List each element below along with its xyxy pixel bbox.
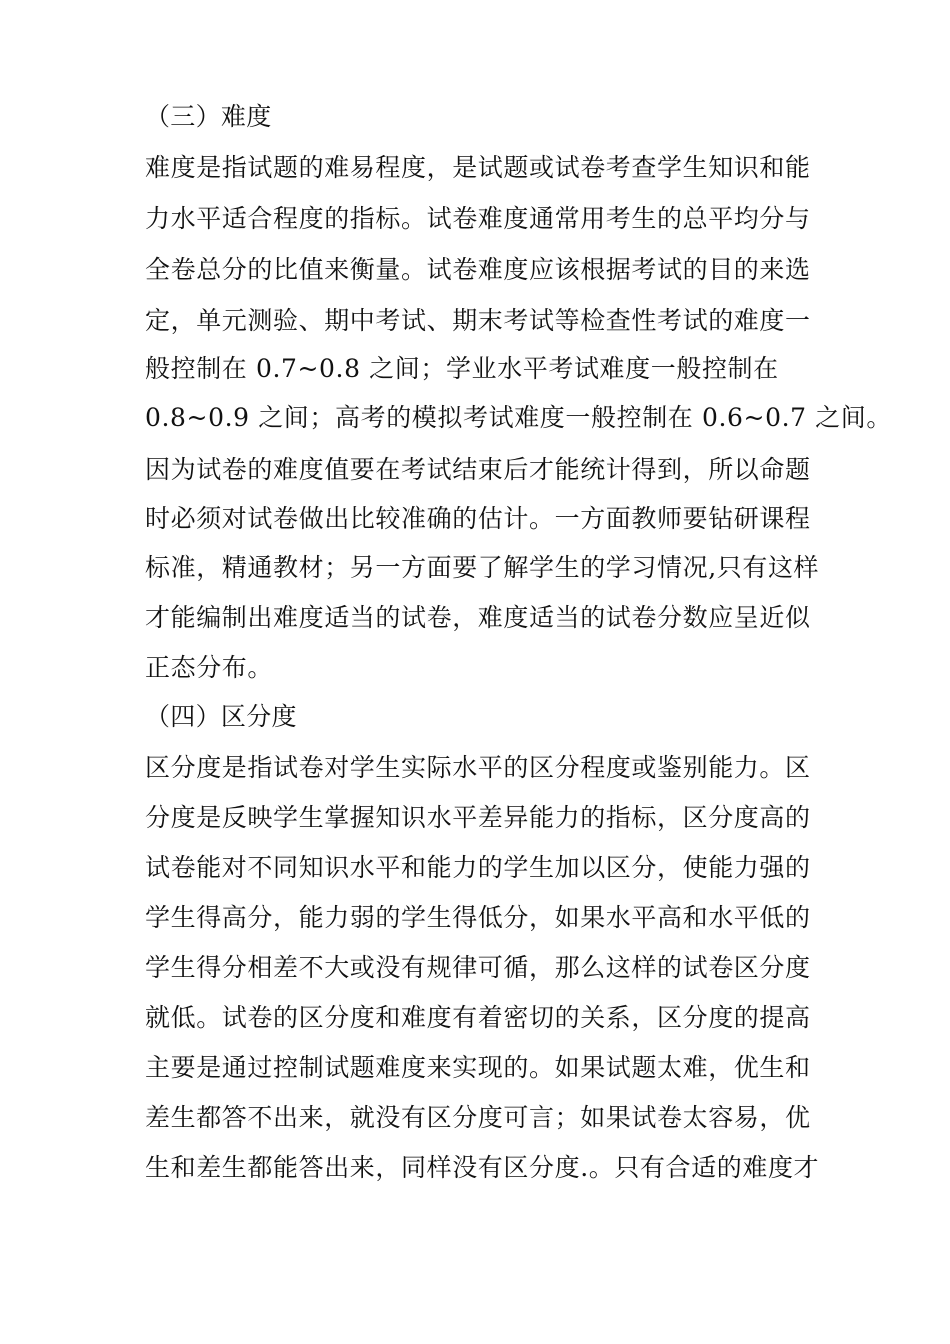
paragraph-line: 生和差生都能答出来，同样没有区分度.。只有合适的难度才 bbox=[145, 1153, 820, 1182]
section-heading-difficulty: （三）难度 bbox=[145, 102, 272, 131]
paragraph-line: 定，单元测验、期中考试、期末考试等检查性考试的难度一 bbox=[145, 306, 811, 335]
paragraph-line: 全卷总分的比值来衡量。试卷难度应该根据考试的目的来选 bbox=[145, 255, 811, 284]
paragraph-line: 才能编制出难度适当的试卷，难度适当的试卷分数应呈近似 bbox=[145, 603, 811, 632]
paragraph-line: 正态分布。 bbox=[145, 653, 274, 682]
section-heading-discrimination: （四）区分度 bbox=[145, 702, 297, 731]
paragraph-line: 区分度是指试卷对学生实际水平的区分程度或鉴别能力。区 bbox=[145, 753, 811, 782]
paragraph-line: 分度是反映学生掌握知识水平差异能力的指标，区分度高的 bbox=[145, 803, 811, 832]
paragraph-line: 力水平适合程度的指标。试卷难度通常用考生的总平均分与 bbox=[145, 204, 811, 233]
paragraph-line: 般控制在 0.7~0.8 之间；学业水平考试难度一般控制在 bbox=[145, 354, 779, 383]
paragraph-line: 差生都答不出来，就没有区分度可言；如果试卷太容易，优 bbox=[145, 1103, 811, 1132]
paragraph-line: 学生得分相差不大或没有规律可循，那么这样的试卷区分度 bbox=[145, 953, 811, 982]
paragraph-line: 学生得高分，能力弱的学生得低分，如果水平高和水平低的 bbox=[145, 903, 811, 932]
paragraph-line: 主要是通过控制试题难度来实现的。如果试题太难，优生和 bbox=[145, 1053, 811, 1082]
paragraph-line: 0.8~0.9 之间；高考的模拟考试难度一般控制在 0.6~0.7 之间。 bbox=[145, 403, 892, 432]
paragraph-line: 就低。试卷的区分度和难度有着密切的关系，区分度的提高 bbox=[145, 1003, 811, 1032]
paragraph-line: 因为试卷的难度值要在考试结束后才能统计得到，所以命题 bbox=[145, 455, 811, 484]
paragraph-line: 试卷能对不同知识水平和能力的学生加以区分，使能力强的 bbox=[145, 853, 811, 882]
paragraph-line: 标准，精通教材；另一方面要了解学生的学习情况,只有这样 bbox=[145, 553, 820, 582]
paragraph-line: 时必须对试卷做出比较准确的估计。一方面教师要钻研课程 bbox=[145, 504, 811, 533]
paragraph-line: 难度是指试题的难易程度，是试题或试卷考查学生知识和能 bbox=[145, 153, 811, 182]
